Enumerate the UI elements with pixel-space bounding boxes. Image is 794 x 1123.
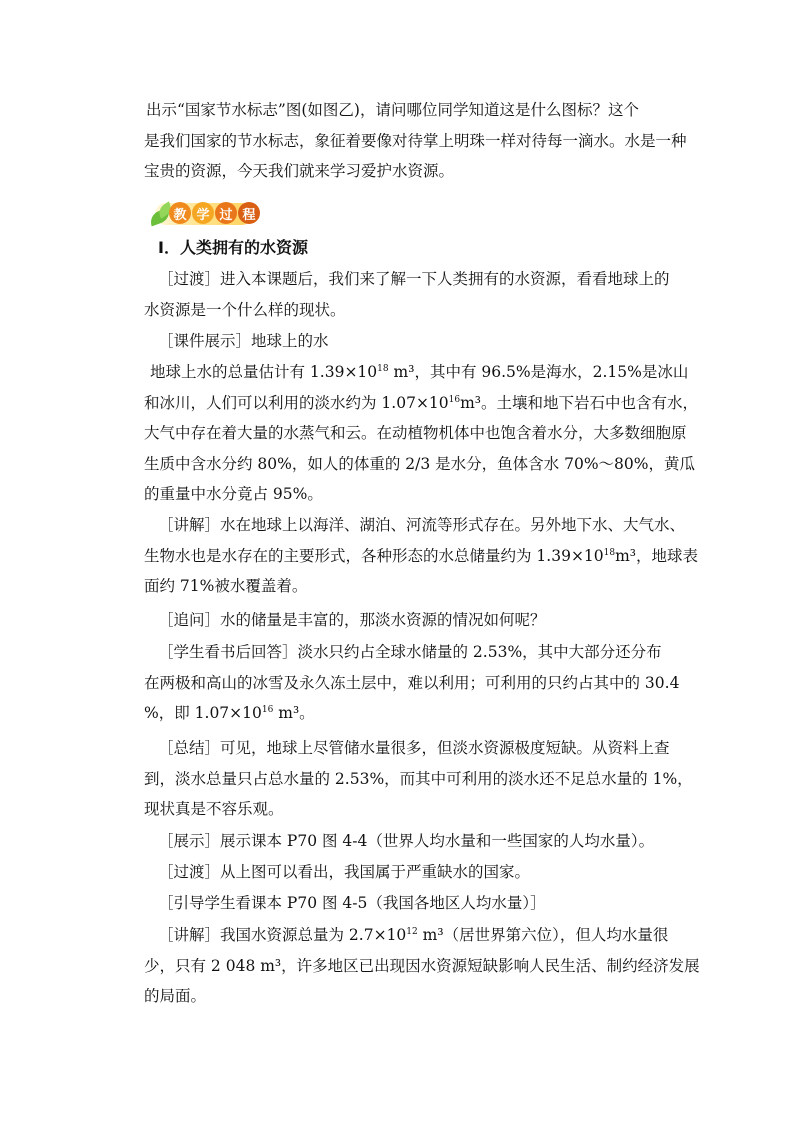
text-line: 大气中存在着大量的水蒸气和云。在动植物机体中也饱含着水分，大多数细胞原 [144,424,687,442]
china-water-paragraph [144,920,700,1012]
banner-char: 过 [215,202,237,224]
student-answer-paragraph [144,637,680,729]
courseware-paragraph [144,326,672,357]
section-heading: Ⅰ．人类拥有的水资源 [158,238,308,257]
text-line: 生物水也是水存在的主要形式，各种形态的水总储量约为 $1.39\times 10^{18}m^3$，地球表 [144,546,699,565]
text-line: 水资源是一个什么样的现状。 [144,300,346,319]
text-line: ［课件展示］地球上的水 [158,332,329,350]
transition-paragraph [144,264,672,325]
text-line: 出示“国家节水标志”图(如图乙)，请问哪位同学知道这是什么图标？这个 [146,101,639,119]
text-line: ［总结］可见，地球上尽管储水量很多，但淡水资源极度短缺。从资料上查 [158,739,670,757]
guide-paragraph [144,888,672,919]
text-line: 地球上水的总量估计有 $1.39\times 10^{18}$ m³，其中有 96.5%是海水，2.15%是冰山 [150,363,689,381]
text-line: 面约 71%被水覆盖着。 [144,577,308,595]
text-line: ［过渡］从上图可以看出，我国属于严重缺水的国家。 [158,863,531,881]
summary-paragraph [144,733,693,825]
text-line: ［引导学生看课本 P70 图 4-5（我国各地区人均水量）］ [158,894,546,912]
text-line: ［过渡］进入本课题后，我们来了解一下人类拥有的水资源，看看地球上的 [158,270,670,288]
banner-char: 学 [192,202,214,224]
banner-char: 教 [169,202,191,224]
text-line: 的重量中水分竟占 95%。 [144,485,323,503]
text-line: 的局面。 [144,987,207,1005]
text-line: ［讲解］水在地球上以海洋、湖泊、河流等形式存在。另外地下水、大气水、 [158,516,686,534]
text-line: 现状真是不容乐观。 [144,800,284,818]
text-line: ［展示］展示课本 P70 图 4-4（世界人均水量和一些国家的人均水量）。 [158,832,655,850]
teaching-process-banner [149,199,255,229]
text-line: 到，淡水总量只占总水量的 2.53%，而其中可利用的淡水还不足总水量的 1%， [144,769,693,788]
banner-char: 程 [238,202,260,224]
display-paragraph [144,826,672,857]
text-line: ［学生看书后回答］淡水只约占全球水储量的 2.53%，其中大部分还分布 [158,643,662,661]
question-paragraph [144,605,672,636]
text-line: 少，只有 2 048 m³，许多地区已出现因水资源短缺影响人民生活、制约经济发展 [144,956,700,975]
intro-paragraph [144,95,687,187]
earth-water-paragraph [144,357,699,510]
text-line: 生质中含水分约 80%，如人的体重的 2/3 是水分，鱼体含水 70%～80%，黄瓜 [144,454,696,473]
transition-paragraph-2 [144,857,672,888]
text-line: 宝贵的资源，今天我们就来学习爱护水资源。 [144,162,455,180]
explanation-paragraph [144,510,699,602]
text-line: ［讲解］我国水资源总量为 $2.7\times 10^{12}$ m³（居世界第六位），但人均水量很 [158,926,669,944]
text-line: ［追问］水的储量是丰富的，那淡水资源的情况如何呢？ [158,611,546,629]
text-line: 是我们国家的节水标志，象征着要像对待掌上明珠一样对待每一滴水。水是一种 [144,131,687,150]
text-line: 在两极和高山的冰雪及永久冻土层中，难以利用；可利用的只约占其中的 30.4 [144,673,680,692]
text-line: 和冰川，人们可以利用的淡水约为 $1.07\times 10^{16}m^3$。土壤和地下岩石中也含有水， [144,393,699,412]
text-line: %，即 $1.07\times 10^{16}$ m³。 [144,704,315,722]
